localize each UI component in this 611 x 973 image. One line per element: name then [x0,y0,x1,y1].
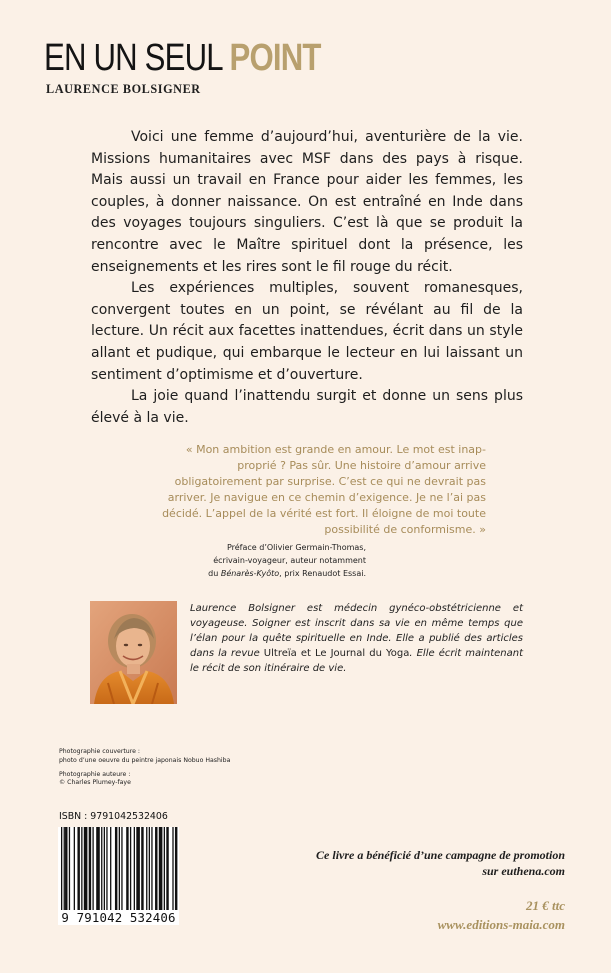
barcode-bar [77,827,79,911]
barcode-bar [69,827,70,911]
barcode-bar [101,827,102,911]
barcode-bar [89,827,91,911]
barcode-bar [146,827,147,911]
synopsis [91,127,523,429]
preface-credit [190,541,366,580]
price: 21 € ttc [526,898,565,913]
barcode-number: 9 791042 532406 [58,910,179,925]
barcode-bar [159,827,163,911]
author-bio [190,601,523,676]
barcode-bar [151,827,152,911]
book-title-accent: POINT [229,37,321,79]
bio-part-1: Laurence Bolsigner est médecin gynéco-obstétricienne et voyageuse. Soigner est inscrit dans sa vie en même temps que l’élan pour la quête spirituelle en Inde. Elle a publié des articles dans la revue [190,603,523,659]
promotion-line-2: sur euthena.com [482,864,565,878]
photo-credits [59,748,230,788]
publisher-website: www.editions-maia.com [437,917,565,932]
author-photo-value: © Charles Plumey-faye [59,779,131,787]
barcode-bar [92,827,93,911]
barcode-bar [121,827,122,911]
isbn-label: ISBN : 9791042532406 [59,811,168,822]
barcode-bar [106,827,107,911]
barcode-bar [175,827,177,911]
cover-photo-value: photo d’une oeuvre du peintre japonais Nobuo Hashiba [59,756,231,764]
preface-line-1: Préface d’Olivier Germain-Thomas, [226,543,366,552]
bio-magazine-2: Le Journal du Yoga [314,648,410,659]
barcode-bar [126,827,128,911]
synopsis-paragraph-2: Les expériences multiples, souvent romanesques, convergent toutes en un point, se révélant au fil de la lecture. Un récit aux facettes inattendues, écrit dans un style allant et pudique, qui embarque le lecteur en lui laissant un sentiment d’optimisme et d’ouverture. [91,280,523,383]
barcode-bar [136,827,140,911]
barcode-bar [166,827,168,911]
author-photo [90,601,177,704]
book-title [44,38,321,78]
synopsis-paragraph-3: La joie quand l’inattendu surgit et donne un sens plus élevé à la vie. [91,388,523,426]
barcode [58,827,179,913]
author-name: LAURENCE BOLSIGNER [46,82,201,96]
barcode-bar [65,827,67,911]
book-title-main: EN UN SEUL [44,37,230,79]
bio-part-3: . Elle écrit maintenant le récit de son itinéraire de vie. [190,648,523,674]
preface-line-2: écrivain-voyageur, auteur notamment [213,556,366,565]
preface-line-3-prefix: du [208,569,221,578]
barcode-bar [104,827,105,911]
barcode-bar [110,827,111,911]
excerpt-quote: « Mon ambition est grande en amour. Le mot est inap-proprié ? Pas sûr. Une histoire d’amour arrive obligatoirement par surprise. C’est ce qui ne devrait pas arriver. Je navigue en ce chemin d’exigence. Je ne l’ai pas décidé. L’appel de la vérité est fort. Il éloigne de moi toute possibilité de conformisme. » [162,443,486,536]
barcode-bar [130,827,131,911]
barcode-bar [155,827,157,911]
barcode-bar [149,827,150,911]
barcode-bar [134,827,135,911]
barcode-bar [141,827,143,911]
barcode-bar [81,827,82,911]
bio-magazine-1: Ultreïa [263,648,297,659]
preface-line-3 [190,567,366,580]
barcode-bar [61,827,62,911]
barcode-graphic [58,827,179,913]
barcode-bar [119,827,120,911]
barcode-bar [115,827,117,911]
preface-line-3-suffix: , prix Renaudot Essai. [279,569,366,578]
barcode-bar [164,827,165,911]
preface-book-title: Bénarès-Kyôto [220,569,280,578]
barcode-bar [172,827,173,911]
barcode-bar [74,827,75,911]
synopsis-paragraph-1: Voici une femme d’aujourd’hui, aventurière de la vie. Missions humanitaires avec MSF dans des pays à risque. Mais aussi un travail en France pour aider les femmes, les couples, à donner naissance. On est entraîné en Inde dans des voyages toujours singuliers. C’est là que se produit la rencontre avec le Maître spirituel dont la présence, les enseignements et les rires sont le fil rouge du récit. [91,129,523,275]
promotion-note [300,847,565,879]
bio-part-2: et [296,648,315,659]
barcode-bar [64,827,65,911]
author-photo-label: Photographie auteure : [59,770,131,778]
barcode-bar [96,827,100,911]
cover-photo-label: Photographie couverture : [59,748,140,755]
author-portrait-image [90,601,177,704]
barcode-bar [84,827,88,911]
promotion-line-1: Ce livre a bénéficié d’une campagne de promotion [316,848,565,862]
